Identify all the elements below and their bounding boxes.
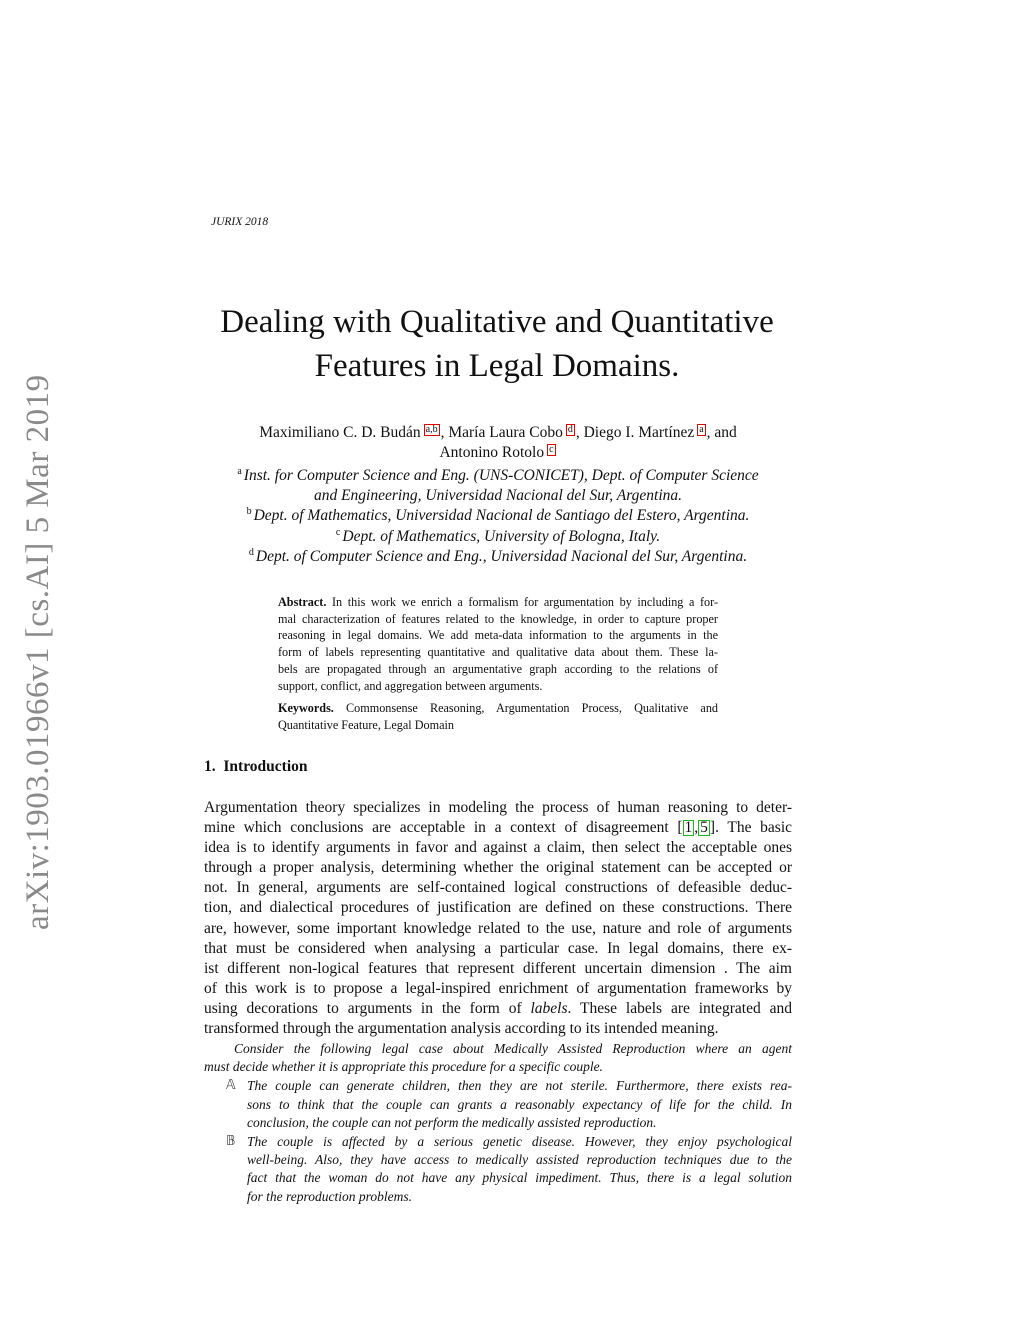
affiliation-text: Dept. of Mathematics, Universidad Nacional de Santiago del Estero, Argentina. [253, 507, 750, 525]
section-title: Introduction [223, 758, 308, 775]
arxiv-identifier: arXiv:1903.01966v1 [cs.AI] 5 Mar 2019 [20, 374, 56, 930]
affiliation-mark: c [335, 526, 341, 538]
case-item-line: for the reproduction problems. [247, 1188, 412, 1204]
paragraph-line: tion, and dialectical procedures of justification are defined on these constructions. There [204, 899, 792, 917]
author-name: , María Laura Cobo [440, 424, 563, 441]
keywords-line: Quantitative Feature, Legal Domain [278, 717, 454, 732]
title-line: Dealing with Qualitative and Quantitative [220, 304, 774, 340]
abstract-line: mal characterization of features related to the knowledge, in order to capture proper [278, 611, 718, 626]
blackboard-a-icon: 𝔸 [226, 1078, 236, 1094]
title-line: Features in Legal Domains. [314, 348, 680, 384]
keywords-label: Keywords. [278, 701, 334, 716]
author-name: , Diego I. Martínez [575, 424, 695, 441]
affiliations [190, 466, 806, 567]
author-separator: , and [706, 424, 737, 441]
introduction-paragraph [204, 798, 792, 1039]
affiliation-link[interactable]: c [549, 443, 554, 455]
author-list [190, 423, 806, 462]
keywords-line: Commonsense Reasoning, Argumentation Process, Qualitative and [346, 701, 719, 716]
abstract [278, 594, 718, 734]
paragraph-line: mine which conclusions are acceptable in a context of disagreement [ 1 , 5 ]. The basic [204, 819, 793, 837]
case-item-line: The couple can generate children, then they are not sterile. Furthermore, there exists rea- [247, 1078, 792, 1094]
affiliation-link[interactable]: d [567, 424, 573, 435]
author-name: Antonino Rotolo [439, 443, 545, 461]
citation-link[interactable]: 1 [684, 819, 693, 837]
legal-case [204, 1040, 792, 1206]
paper-title [170, 300, 824, 388]
section-number: 1. [204, 758, 216, 775]
case-item-line: conclusion, the couple can not perform the medically assisted reproduction. [247, 1114, 657, 1130]
affiliation-mark: b [246, 506, 252, 518]
paragraph-line: of this work is to propose a legal-inspired enrichment of argumentation frameworks by [204, 979, 792, 997]
paragraph-line: transformed through the argumentation analysis according to its intended meaning. [204, 1020, 719, 1038]
section-heading [204, 758, 308, 776]
affiliation-mark: a [237, 466, 242, 477]
affiliation-text: Dept. of Mathematics, University of Bologna, Italy. [342, 527, 661, 545]
abstract-line: form of labels representing quantitative and qualitative data about them. These la- [278, 645, 718, 660]
abstract-label: Abstract. [278, 595, 327, 609]
abstract-line: reasoning in legal domains. We add meta-data information to the arguments in the [278, 628, 718, 643]
author-name: Maximiliano C. D. Budán [259, 424, 421, 441]
emphasis-labels: labels [530, 999, 568, 1017]
case-item-line: The couple is affected by a serious genetic disease. However, they enjoy psychological [247, 1134, 792, 1150]
citation-link[interactable]: 5 [700, 819, 708, 837]
case-item-b [204, 1133, 792, 1206]
abstract-line: In this work we enrich a formalism for argumentation by including a for- [332, 595, 718, 609]
affiliation-mark: d [248, 546, 254, 558]
case-item-line: sons to think that the couple can grants a reasonably expectancy of life for the child. In [247, 1096, 792, 1112]
affiliation-text: and Engineering, Universidad Nacional del Sur, Argentina. [313, 487, 683, 505]
blackboard-b-icon: 𝔹 [226, 1134, 236, 1150]
affiliation-link[interactable]: a,b [425, 424, 438, 435]
paragraph-line: through a proper analysis, determining whether the original statement can be accepted or [204, 859, 792, 877]
paragraph-line: that must be considered when analysing a particular case. In legal domains, there ex- [204, 939, 792, 957]
case-item-a [204, 1077, 792, 1132]
affiliation-link[interactable]: a [699, 424, 704, 435]
case-item-line: well-being. Also, they have access to medically assisted reproduction techniques due to the [247, 1152, 792, 1168]
abstract-line: bels are propagated through an argumentative graph according to the relations of [278, 661, 718, 676]
paragraph-line: idea is to identify arguments in favor and against a claim, then select the acceptable ones [204, 839, 792, 857]
abstract-line: support, conflict, and aggregation between arguments. [278, 678, 543, 693]
case-item-line: fact that the woman do not have any physical impediment. Thus, there is a legal solution [247, 1170, 792, 1186]
venue-label: JURIX 2018 [211, 216, 269, 228]
paragraph-line: Argumentation theory specializes in modeling the process of human reasoning to deter- [204, 799, 792, 816]
affiliation-text: Dept. of Computer Science and Eng., Universidad Nacional del Sur, Argentina. [255, 547, 748, 565]
keywords [278, 700, 718, 733]
case-intro-line: must decide whether it is appropriate this procedure for a specific couple. [204, 1059, 603, 1075]
paragraph-line: ist different non-logical features that represent different uncertain dimension . The aim [204, 959, 792, 977]
paragraph-line: not. In general, arguments are self-contained logical constructions of defeasible deduc- [204, 879, 792, 897]
paragraph-line: using decorations to arguments in the form of labels. These labels are integrated and [204, 999, 792, 1017]
paragraph-line: are, however, some important knowledge related to the use, nature and role of arguments [204, 919, 792, 937]
case-intro-line: Consider the following legal case about Medically Assisted Reproduction where an agent [234, 1041, 792, 1056]
affiliation-text: Inst. for Computer Science and Eng. (UNS-CONICET), Dept. of Computer Science [243, 467, 759, 484]
